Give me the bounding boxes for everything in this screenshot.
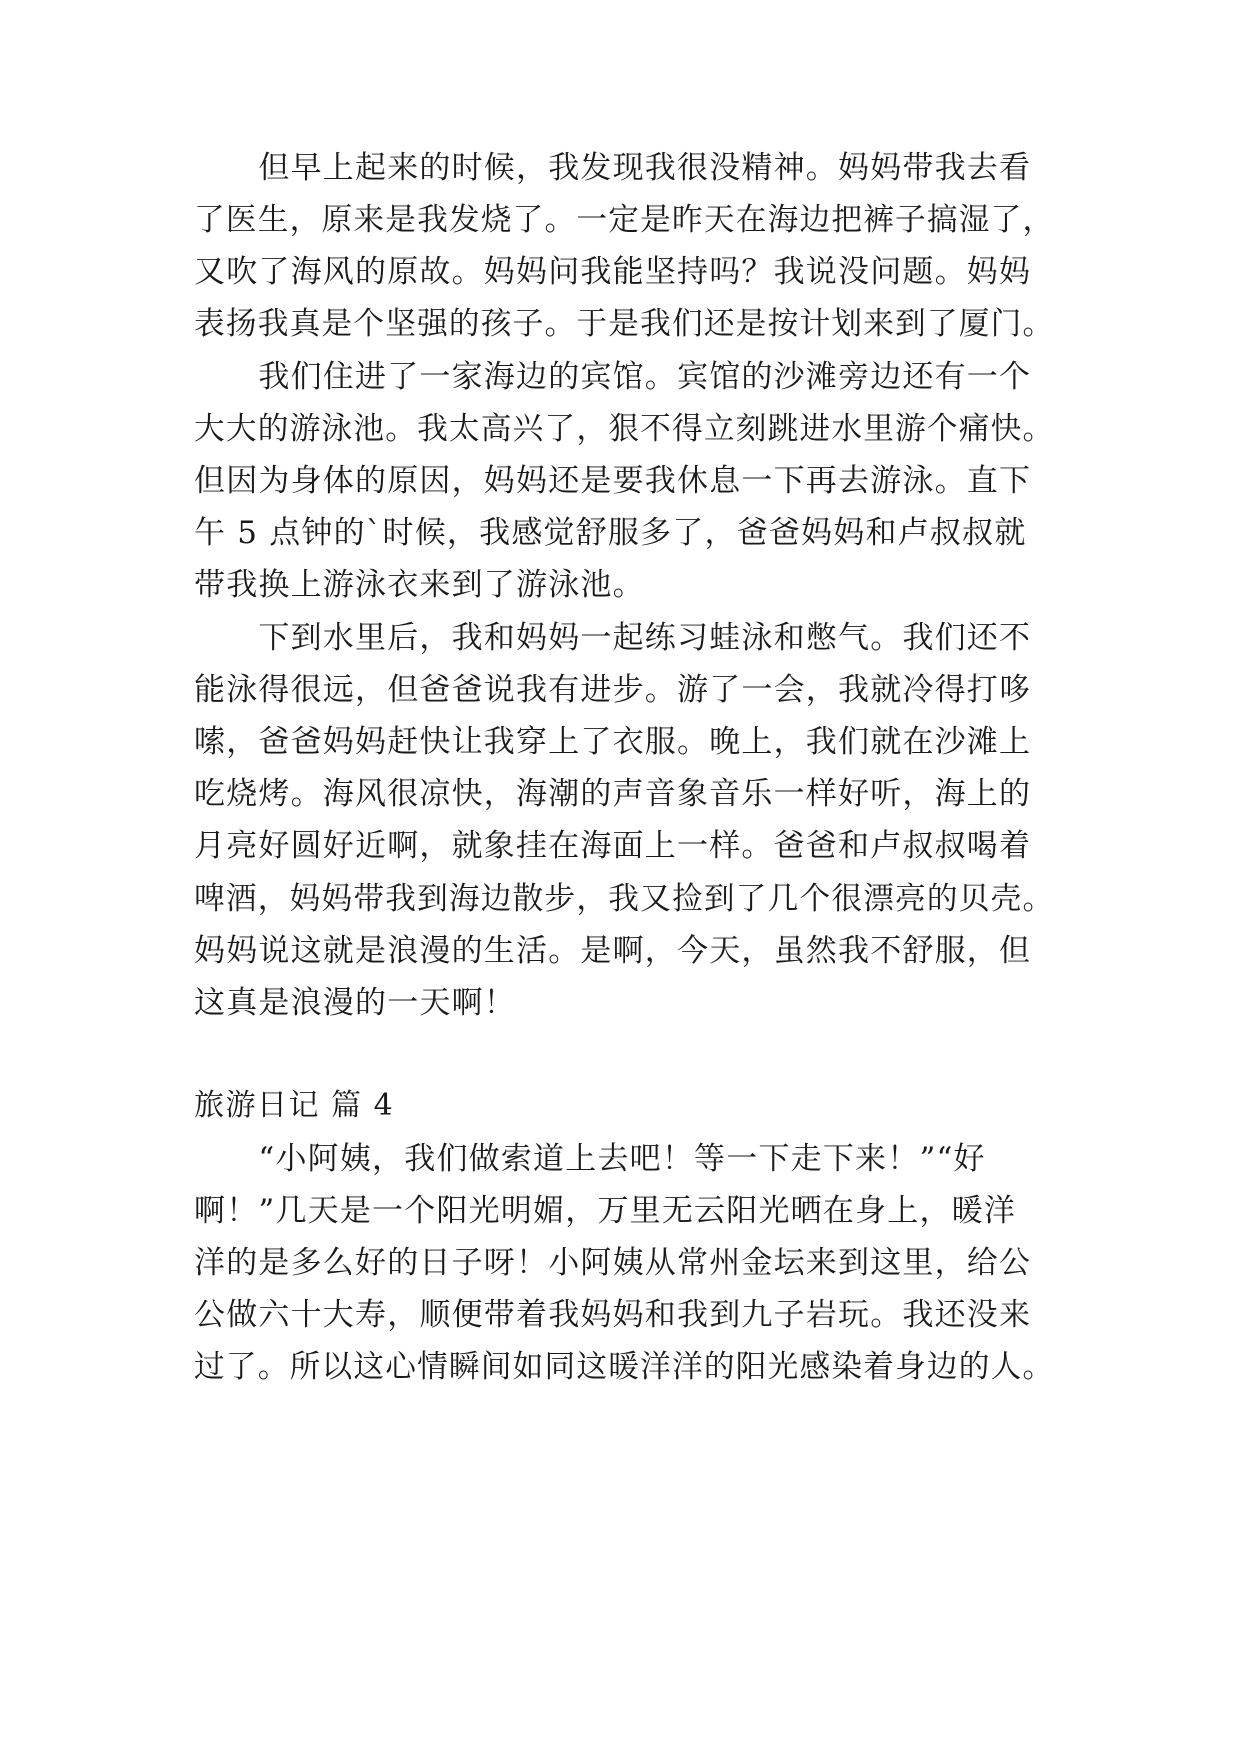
paragraph-3-line: 下到水里后，我和妈妈一起练习蛙泳和憋气。我们还不 bbox=[194, 620, 1032, 656]
paragraph-4-line: 过了。所以这心情瞬间如同这暖洋洋的阳光感染着身边的人。 bbox=[194, 1349, 1055, 1385]
paragraph-2-line: 大大的游泳池。我太高兴了，狠不得立刻跳进水里游个痛快。 bbox=[194, 411, 1055, 447]
paragraph-1-line: 了医生，原来是我发烧了。一定是昨天在海边把裤子搞湿了， bbox=[194, 202, 1055, 238]
paragraph-2-line: 我们住进了一家海边的宾馆。宾馆的沙滩旁边还有一个 bbox=[194, 359, 1032, 395]
paragraph-3-line: 这真是浪漫的一天啊！ bbox=[194, 985, 516, 1021]
paragraph-4-line: “小阿姨，我们做索道上去吧！等一下走下来！”“好 bbox=[194, 1141, 986, 1177]
paragraph-4-line: 公做六十大寿，顺便带着我妈妈和我到九子岩玩。我还没来 bbox=[194, 1297, 1032, 1333]
paragraph-2-line: 但因为身体的原因，妈妈还是要我休息一下再去游泳。直下 bbox=[194, 463, 1032, 499]
paragraph-1-line: 又吹了海风的原故。妈妈问我能坚持吗？我说没问题。妈妈 bbox=[194, 254, 1032, 290]
paragraph-1-line: 但早上起来的时候，我发现我很没精神。妈妈带我去看 bbox=[194, 150, 1032, 186]
paragraph-4-line: 洋的是多么好的日子呀！小阿姨从常州金坛来到这里，给公 bbox=[194, 1245, 1032, 1281]
section-heading: 旅游日记 篇 4 bbox=[194, 1088, 395, 1123]
paragraph-2-line: 午 5 点钟的`时候，我感觉舒服多了，爸爸妈妈和卢叔叔就 bbox=[194, 515, 1027, 551]
paragraph-3-line: 月亮好圆好近啊，就象挂在海面上一样。爸爸和卢叔叔喝着 bbox=[194, 828, 1032, 864]
paragraph-3-line: 能泳得很远，但爸爸说我有进步。游了一会，我就冷得打哆 bbox=[194, 672, 1032, 708]
paragraph-4-line: 啊！”几天是一个阳光明媚，万里无云阳光晒在身上，暖洋 bbox=[194, 1193, 1017, 1229]
paragraph-3-line: 啤酒，妈妈带我到海边散步，我又捡到了几个很漂亮的贝壳。 bbox=[194, 881, 1055, 917]
paragraph-1-line: 表扬我真是个坚强的孩子。于是我们还是按计划来到了厦门。 bbox=[194, 306, 1055, 342]
paragraph-3-line: 吃烧烤。海风很凉快，海潮的声音象音乐一样好听，海上的 bbox=[194, 776, 1032, 812]
paragraph-3-line: 妈妈说这就是浪漫的生活。是啊，今天，虽然我不舒服，但 bbox=[194, 933, 1032, 969]
paragraph-3-line: 嗦，爸爸妈妈赶快让我穿上了衣服。晚上，我们就在沙滩上 bbox=[194, 724, 1032, 760]
paragraph-2-line: 带我换上游泳衣来到了游泳池。 bbox=[194, 567, 645, 603]
